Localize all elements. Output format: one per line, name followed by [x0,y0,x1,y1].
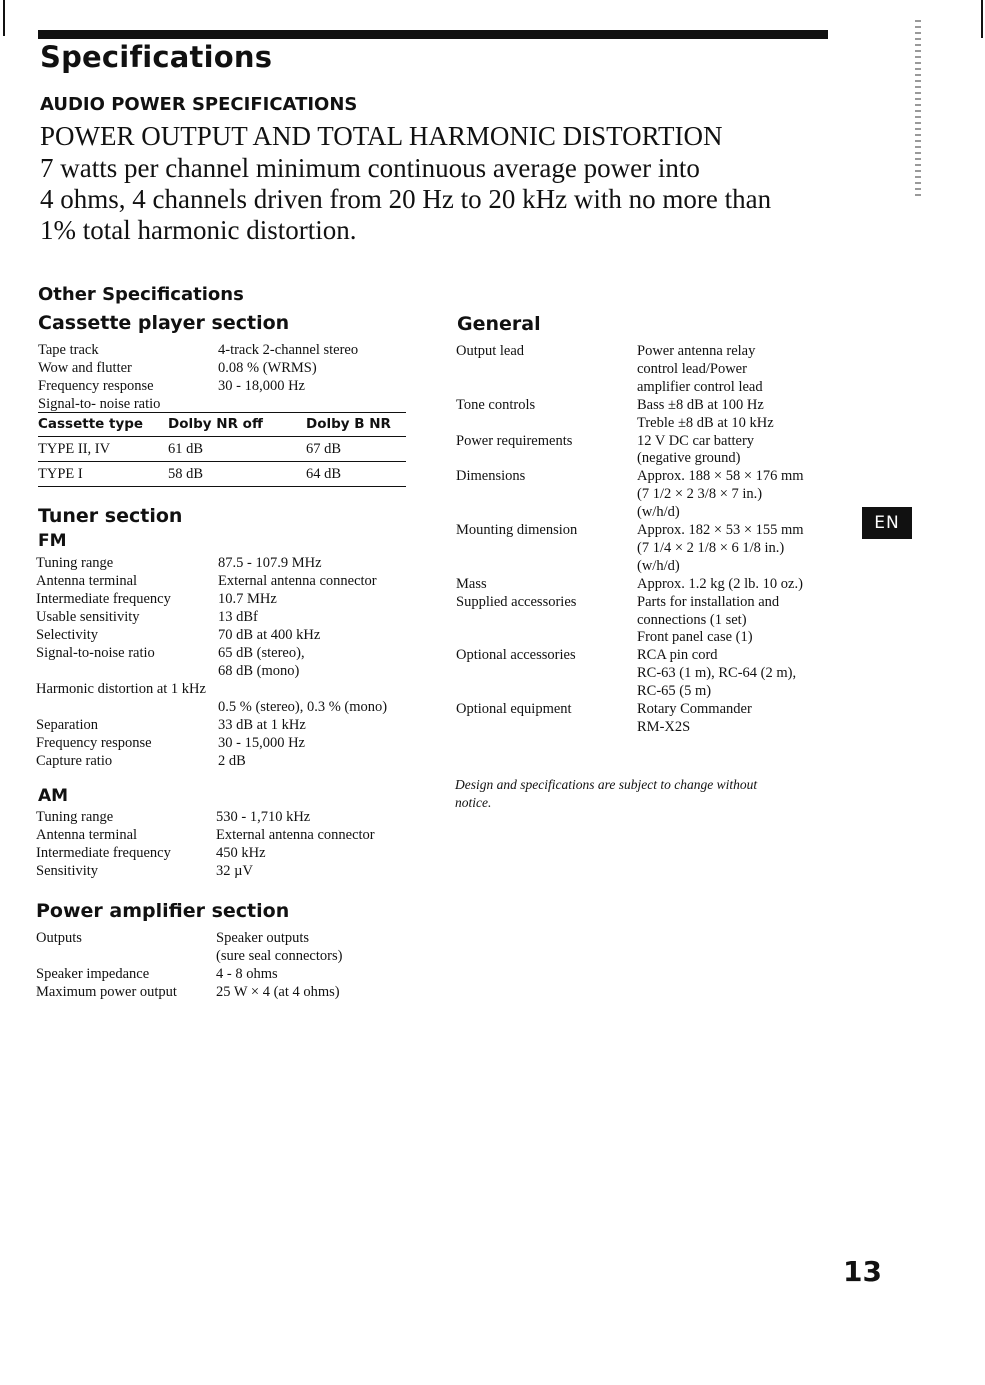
spec-value: 70 dB at 400 kHz [218,627,321,643]
spec-label: Tone controls [456,396,536,413]
spec-label: Power requirements [456,432,573,449]
audio-power-line-4: 1% total harmonic distortion. [40,215,357,245]
spec-value: 65 dB (stereo), [218,645,305,661]
spec-value: (w/h/d) [637,504,680,521]
spec-label: Frequency response [38,378,154,394]
table-cell-dolby-b: 67 dB [306,441,342,457]
table-cell-dolby-off: 61 dB [168,441,204,457]
spec-value: (7 1/4 × 2 1/8 × 6 1/8 in.) [637,539,785,556]
page-number-label: 13 [843,1255,882,1288]
spec-value: (w/h/d) [637,557,680,574]
spec-label: Supplied accessories [456,593,577,610]
spec-value: External antenna connector [218,573,377,589]
spec-label: Wow and flutter [38,360,132,376]
spec-label: Maximum power output [36,984,177,1000]
spec-value: Power antenna relay [637,343,756,359]
page-edge-mark-left [3,0,5,36]
spec-value: 4-track 2-channel stereo [218,342,359,358]
spec-label: Antenna terminal [36,573,138,589]
audio-power-line-1: POWER OUTPUT AND TOTAL HARMONIC DISTORTION [40,121,723,151]
spec-value: Treble ±8 dB at 10 kHz [637,414,774,431]
audio-power-line-3: 4 ohms, 4 channels driven from 20 Hz to 20 kHz with no more than [40,184,772,214]
spec-label: Selectivity [36,627,99,643]
spec-label: Mounting dimension [456,522,578,538]
spec-value: connections (1 set) [637,611,747,628]
spec-label: Intermediate frequency [36,591,171,607]
spec-value: 30 - 15,000 Hz [218,735,305,751]
table-header-dolby-b: Dolby B NR [306,416,391,432]
spec-value: 87.5 - 107.9 MHz [218,555,322,571]
other-specs-heading: Other Specifications [38,284,244,305]
table-row [38,463,406,487]
spec-value: 0.08 % (WRMS) [218,360,317,376]
spec-label: Frequency response [36,735,152,751]
spec-label: Separation [36,717,99,733]
spec-value: 530 - 1,710 kHz [216,809,311,825]
spec-value: RCA pin cord [637,647,718,664]
spec-value: 4 - 8 ohms [216,966,278,982]
language-badge: EN [862,507,912,539]
disclaimer-line-2: notice. [455,795,492,810]
page-edge-mark-right [981,0,983,38]
spec-label: Output lead [456,343,525,359]
table-cell-dolby-off: 58 dB [168,466,204,482]
spec-label: Harmonic distortion at 1 kHz [36,681,206,697]
spec-label: Tuning range [36,555,114,571]
am-heading: AM [38,786,69,806]
spec-value: Approx. 1.2 kg (2 lb. 10 oz.) [637,575,803,592]
power-amp-section-heading: Power amplifier section [36,900,290,922]
spec-value: Rotary Commander [637,701,752,717]
spec-label: Sensitivity [36,863,99,879]
spec-label: Dimensions [456,468,526,485]
spec-value: Front panel case (1) [637,629,753,646]
spec-value: 25 W × 4 (at 4 ohms) [216,984,340,1000]
table-rule-mid [38,461,406,462]
spec-value: External antenna connector [216,827,375,843]
spec-value: 12 V DC car battery [637,432,755,449]
table-cell-type: TYPE II, IV [38,441,111,457]
spec-value: RC-65 (5 m) [637,683,712,700]
spec-label: Optional accessories [456,647,576,664]
spec-value: 13 dBf [218,609,258,625]
spec-value: (negative ground) [637,450,741,467]
spec-value: Speaker outputs [216,930,310,946]
spec-value: 68 dB (mono) [218,663,300,679]
spec-label: Optional equipment [456,701,572,717]
spec-label: Outputs [36,930,82,946]
disclaimer-line-1: Design and specifications are subject to change without [455,777,758,792]
table-header-dolby-off: Dolby NR off [168,416,263,432]
spec-label: Speaker impedance [36,966,150,982]
scan-edge-dots [915,20,921,200]
page-title: Specifications [40,40,273,74]
spec-value: (7 1/2 × 2 3/8 × 7 in.) [637,486,763,503]
spec-label: Mass [456,575,487,592]
general-section-heading: General [457,313,541,335]
spec-label: Signal-to- noise ratio [38,396,161,412]
spec-value: 450 kHz [216,845,266,861]
spec-label: Usable sensitivity [36,609,140,625]
tuner-section-heading: Tuner section [38,505,183,527]
spec-value: RC-63 (1 m), RC-64 (2 m), [637,665,797,682]
spec-value: amplifier control lead [637,378,763,395]
spec-label: Intermediate frequency [36,845,171,861]
cassette-section-heading: Cassette player section [38,312,290,334]
table-header-row [38,413,406,437]
spec-value: 0.5 % (stereo), 0.3 % (mono) [218,699,388,715]
spec-value: 32 µV [216,863,253,879]
spec-value: Approx. 188 × 58 × 176 mm [637,468,804,485]
spec-label: Signal-to-noise ratio [36,645,155,661]
spec-value: 2 dB [218,753,246,769]
table-rule-bottom [38,486,406,487]
spec-label: Antenna terminal [36,827,138,843]
spec-value: 10.7 MHz [218,591,277,607]
spec-value: Approx. 182 × 53 × 155 mm [637,522,804,538]
table-row [38,438,406,462]
table-cell-type: TYPE I [38,466,83,482]
spec-value: RM-X2S [637,718,691,735]
spec-label: Capture ratio [36,753,113,769]
header-rule [38,30,828,39]
fm-heading: FM [38,531,67,551]
spec-label: Tape track [38,342,99,358]
spec-value: 30 - 18,000 Hz [218,378,305,394]
spec-value: Bass ±8 dB at 100 Hz [637,396,764,413]
audio-power-line-2: 7 watts per channel minimum continuous average power into [40,153,700,183]
audio-power-heading: AUDIO POWER SPECIFICATIONS [40,94,358,115]
spec-value: Parts for installation and [637,593,780,610]
spec-value: 33 dB at 1 kHz [218,717,306,733]
table-cell-dolby-b: 64 dB [306,466,342,482]
table-header-cassette-type: Cassette type [38,416,144,432]
spec-label: Tuning range [36,809,114,825]
table-rule-header [38,436,406,437]
spec-value: control lead/Power [637,360,747,377]
spec-value: (sure seal connectors) [216,948,343,964]
